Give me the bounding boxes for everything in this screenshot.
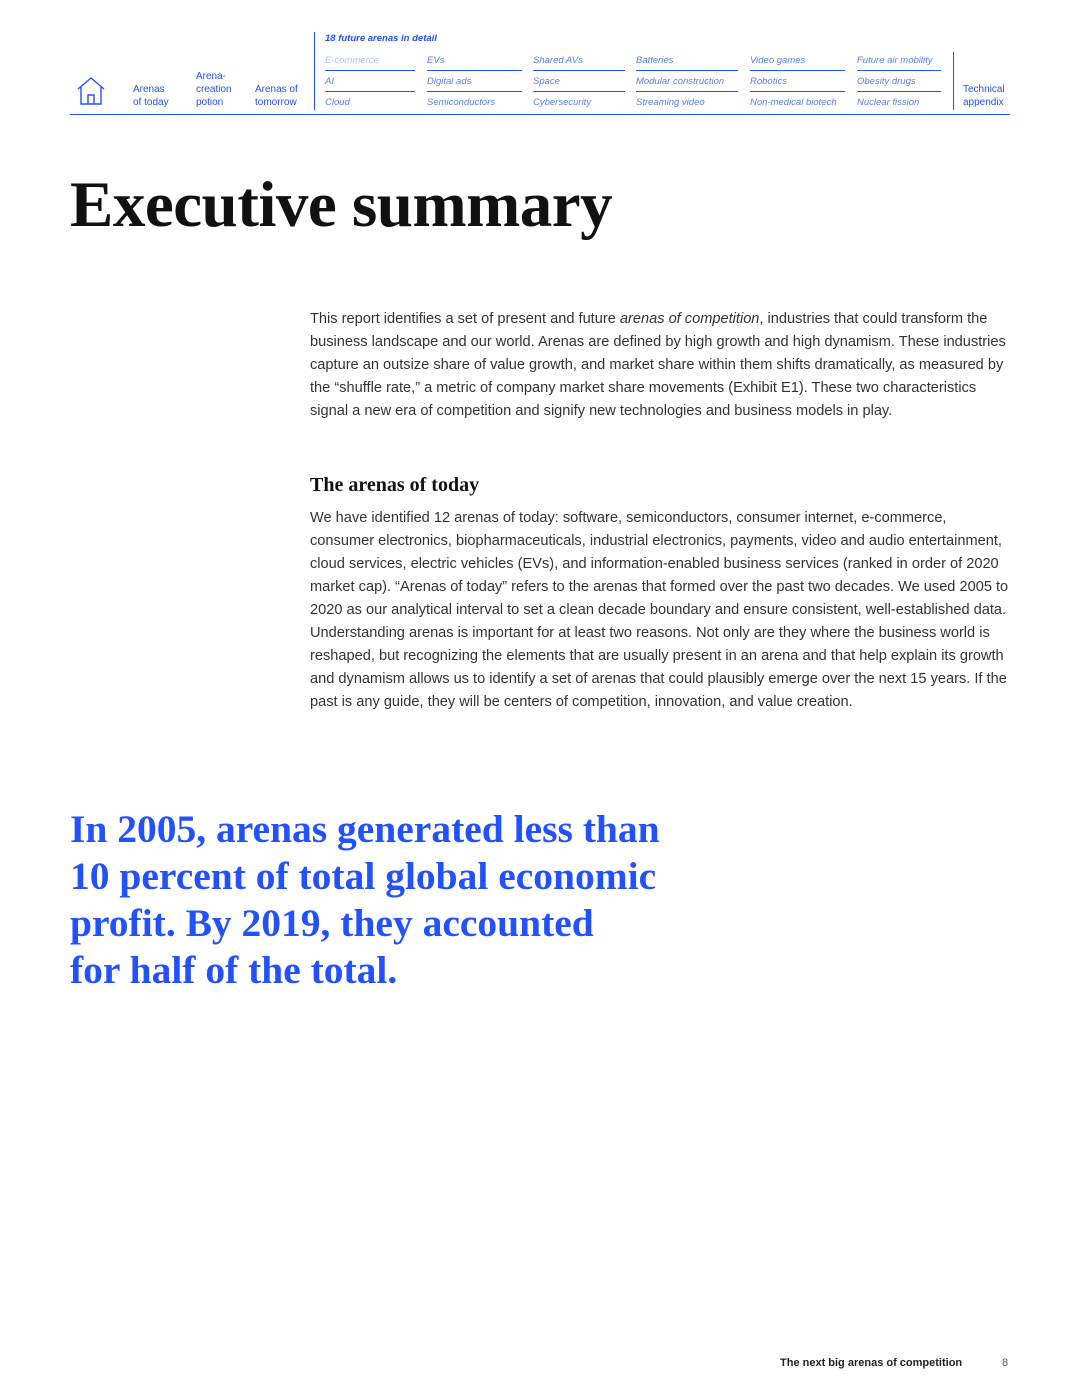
intro-text: This report identifies a set of present and future — [310, 311, 620, 327]
future-arena-link-cybersecurity[interactable]: Cybersecurity — [533, 97, 592, 108]
home-icon[interactable] — [76, 76, 106, 106]
future-arena-link-future-air-mobility[interactable]: Future air mobility — [857, 55, 933, 66]
grid-divider — [533, 70, 625, 71]
future-arena-link-cloud[interactable]: Cloud — [325, 97, 350, 108]
future-arena-link-semiconductors[interactable]: Semiconductors — [427, 97, 496, 108]
arenas-of-today-paragraph: We have identified 12 arenas of today: software, semiconductors, consumer internet, e-commerce, consumer electronics, biopharmaceuticals, industrial electronics, payments, video and audio entertainment, cloud services, electric vehicles (EVs), and information-enabled business services (ranked in order of 2020 market cap). “Arenas of today” refers to the arenas that formed over the past two decades. We used 2005 to 2020 as our analytical interval to set a clean decade boundary and ensure consistent, well-established data. Understanding arenas is important for at least two reasons. Not only are they where the business world is reshaped, but recognizing the elements that are usually present in an arena and that help explain its growth and dynamism allows us to identify a set of arenas that could plausibly emerge over the next 15 years. If the past is any guide, they will be centers of competition, innovation, and value creation. — [310, 510, 1009, 710]
nav-baseline — [70, 114, 1010, 115]
nav-arenas-of-today[interactable] — [133, 83, 169, 109]
future-arena-link-video-games[interactable]: Video games — [750, 55, 806, 66]
pull-quote-line: 10 percent of total global economic — [70, 854, 657, 898]
pull-quote — [70, 806, 770, 994]
nav-arena-creation-potion[interactable] — [196, 70, 232, 109]
nav-technical-appendix[interactable] — [963, 83, 1005, 109]
grid-divider — [325, 91, 415, 92]
grid-divider — [533, 91, 625, 92]
nav-label-line: of today — [133, 97, 169, 108]
future-arena-link-batteries[interactable]: Batteries — [636, 55, 674, 66]
grid-divider — [636, 91, 738, 92]
grid-divider — [857, 91, 941, 92]
intro-text: , industries that could transform the business landscape and our world. Arenas are defined by high growth and high dynamism. These industries capture an outsize share of value growth, and market share within them shifts dramatically, as measured by the “shuffle rate,” a metric of company market share movements (Exhibit E1). These two characteristics signal a new era of competition and signify new technologies and business models in play. — [310, 311, 1006, 419]
future-arena-link-streaming-video[interactable]: Streaming video — [636, 97, 705, 108]
nav-label-line: appendix — [963, 97, 1004, 108]
section-navigation — [70, 30, 1010, 116]
future-arena-link-obesity-drugs[interactable]: Obesity drugs — [857, 76, 916, 87]
future-arena-link-evs[interactable]: EVs — [427, 55, 445, 66]
nav-label-line: Arenas of — [255, 84, 298, 95]
nav-arenas-of-tomorrow[interactable] — [255, 83, 298, 109]
page-title: Executive summary — [70, 169, 613, 241]
page-number: 8 — [1002, 1357, 1009, 1369]
pull-quote-line: profit. By 2019, they accounted — [70, 901, 594, 945]
pull-quote-line: for half of the total. — [70, 948, 398, 992]
grid-divider — [427, 91, 522, 92]
grid-divider — [325, 70, 415, 71]
future-arena-link-e-commerce[interactable]: E-commerce — [325, 55, 379, 66]
future-arena-link-shared-avs[interactable]: Shared AVs — [533, 55, 583, 66]
nav-label-line: Arena- — [196, 71, 227, 82]
nav-divider — [953, 52, 954, 110]
grid-divider — [857, 70, 941, 71]
footer-report-title: The next big arenas of competition — [780, 1357, 963, 1369]
section-heading-arenas-of-today: The arenas of today — [310, 474, 480, 496]
nav-label-line: creation — [196, 84, 232, 95]
future-arena-link-non-medical-biotech[interactable]: Non-medical biotech — [750, 97, 837, 108]
pull-quote-line: In 2005, arenas generated less than — [70, 807, 660, 851]
future-arena-link-robotics[interactable]: Robotics — [750, 76, 787, 87]
intro-paragraph — [310, 308, 1014, 423]
grid-divider — [750, 91, 845, 92]
future-arena-link-modular-construction[interactable]: Modular construction — [636, 76, 725, 87]
grid-divider — [750, 70, 845, 71]
intro-emphasis: arenas of competition — [619, 311, 760, 327]
nav-label-line: potion — [196, 97, 224, 108]
grid-divider — [636, 70, 738, 71]
nav-label-line: Technical — [963, 84, 1005, 95]
nav-label-line: tomorrow — [255, 97, 297, 108]
nav-label-line: Arenas — [133, 84, 165, 95]
nav-divider — [314, 32, 315, 110]
future-arena-link-digital-ads[interactable]: Digital ads — [427, 76, 472, 87]
future-arena-link-nuclear-fission[interactable]: Nuclear fission — [857, 97, 920, 108]
future-arena-link-ai[interactable]: AI — [325, 76, 334, 87]
grid-divider — [427, 70, 522, 71]
future-arena-link-space[interactable]: Space — [533, 76, 560, 87]
future-arenas-title: 18 future arenas in detail — [325, 33, 437, 44]
